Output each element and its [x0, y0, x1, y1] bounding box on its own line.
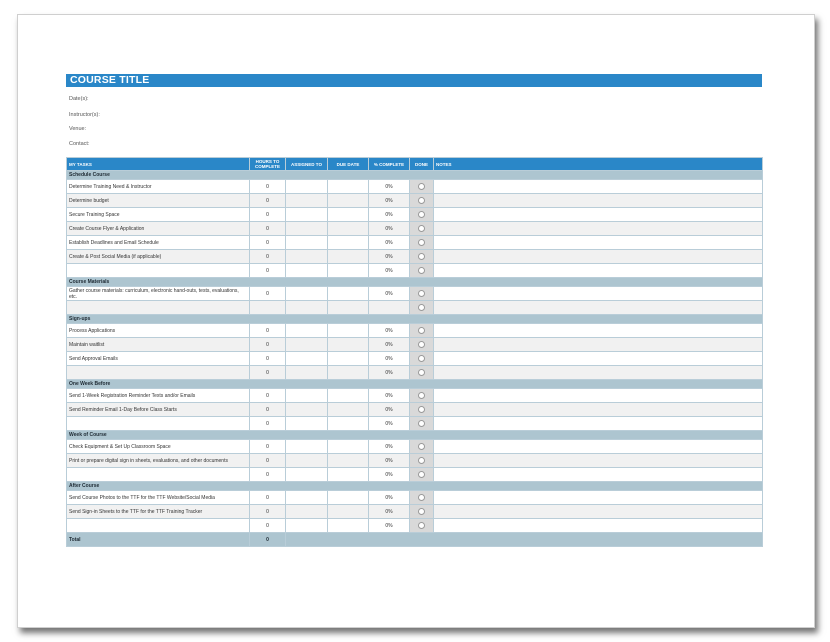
- done-radio[interactable]: [418, 327, 425, 334]
- hours-cell[interactable]: 0: [250, 180, 286, 194]
- col-header-tasks: MY TASKS: [67, 158, 250, 171]
- due-date-cell[interactable]: [328, 180, 369, 194]
- task-name-cell[interactable]: [67, 417, 250, 431]
- task-name-cell[interactable]: Create Course Flyer & Application: [67, 222, 250, 236]
- percent-cell[interactable]: 0%: [369, 454, 410, 468]
- hours-cell[interactable]: 0: [250, 440, 286, 454]
- notes-cell[interactable]: [434, 194, 763, 208]
- section-title: Schedule Course: [67, 171, 763, 180]
- hours-cell[interactable]: 0: [250, 236, 286, 250]
- percent-cell[interactable]: 0%: [369, 222, 410, 236]
- done-radio[interactable]: [418, 494, 425, 501]
- task-name-cell[interactable]: [67, 301, 250, 315]
- course-title[interactable]: COURSE TITLE: [70, 74, 150, 86]
- hours-cell[interactable]: 0: [250, 194, 286, 208]
- task-name-cell[interactable]: Maintain waitlist: [67, 338, 250, 352]
- percent-cell[interactable]: 0%: [369, 440, 410, 454]
- assigned-cell[interactable]: [286, 324, 328, 338]
- done-radio[interactable]: [418, 183, 425, 190]
- total-hours: 0: [250, 533, 286, 547]
- table-row: [67, 454, 763, 468]
- percent-cell[interactable]: 0%: [369, 250, 410, 264]
- assigned-cell[interactable]: [286, 519, 328, 533]
- section-row: [67, 171, 763, 180]
- percent-cell[interactable]: 0%: [369, 519, 410, 533]
- done-cell: [410, 505, 434, 519]
- due-date-cell[interactable]: [328, 491, 369, 505]
- done-radio[interactable]: [418, 225, 425, 232]
- table-row: [67, 287, 763, 301]
- due-date-cell[interactable]: [328, 324, 369, 338]
- assigned-cell[interactable]: [286, 301, 328, 315]
- assigned-cell[interactable]: [286, 208, 328, 222]
- hours-cell[interactable]: 0: [250, 519, 286, 533]
- section-row: [67, 278, 763, 287]
- notes-cell[interactable]: [434, 454, 763, 468]
- notes-cell[interactable]: [434, 222, 763, 236]
- assigned-cell[interactable]: [286, 287, 328, 301]
- table-row: [67, 491, 763, 505]
- hours-cell[interactable]: 0: [250, 403, 286, 417]
- dates-field[interactable]: Date(s):: [69, 96, 89, 102]
- percent-cell[interactable]: 0%: [369, 324, 410, 338]
- col-header-assigned: ASSIGNED TO: [286, 158, 328, 171]
- task-name-cell[interactable]: Gather course materials: curriculum, electronic hand-outs, tests, evaluations, etc.: [67, 287, 250, 301]
- done-cell: [410, 250, 434, 264]
- table-row: [67, 519, 763, 533]
- hours-cell[interactable]: 0: [250, 338, 286, 352]
- table-row: [67, 301, 763, 315]
- table-row: [67, 417, 763, 431]
- done-radio[interactable]: [418, 406, 425, 413]
- done-cell: [410, 468, 434, 482]
- due-date-cell[interactable]: [328, 417, 369, 431]
- task-name-cell[interactable]: Send Course Photos to the TTF for the TTF Website/Social Media: [67, 491, 250, 505]
- notes-cell[interactable]: [434, 264, 763, 278]
- notes-cell[interactable]: [434, 366, 763, 380]
- percent-cell[interactable]: 0%: [369, 194, 410, 208]
- assigned-cell[interactable]: [286, 194, 328, 208]
- hours-cell[interactable]: [250, 301, 286, 315]
- table-row: [67, 366, 763, 380]
- task-table: [66, 157, 763, 547]
- done-radio[interactable]: [418, 290, 425, 297]
- notes-cell[interactable]: [434, 468, 763, 482]
- section-row: [67, 431, 763, 440]
- done-radio[interactable]: [418, 457, 425, 464]
- due-date-cell[interactable]: [328, 366, 369, 380]
- due-date-cell[interactable]: [328, 440, 369, 454]
- hours-cell[interactable]: 0: [250, 454, 286, 468]
- table-row: [67, 403, 763, 417]
- notes-cell[interactable]: [434, 389, 763, 403]
- done-cell: [410, 389, 434, 403]
- percent-cell[interactable]: 0%: [369, 264, 410, 278]
- task-name-cell[interactable]: [67, 264, 250, 278]
- done-cell: [410, 236, 434, 250]
- hours-cell[interactable]: 0: [250, 264, 286, 278]
- assigned-cell[interactable]: [286, 180, 328, 194]
- due-date-cell[interactable]: [328, 352, 369, 366]
- due-date-cell[interactable]: [328, 194, 369, 208]
- percent-cell[interactable]: 0%: [369, 287, 410, 301]
- notes-cell[interactable]: [434, 491, 763, 505]
- total-row: [67, 533, 763, 547]
- assigned-cell[interactable]: [286, 454, 328, 468]
- done-cell: [410, 194, 434, 208]
- done-radio[interactable]: [418, 253, 425, 260]
- assigned-cell[interactable]: [286, 352, 328, 366]
- notes-cell[interactable]: [434, 417, 763, 431]
- percent-cell[interactable]: 0%: [369, 180, 410, 194]
- done-cell: [410, 338, 434, 352]
- done-cell: [410, 440, 434, 454]
- section-title: One Week Before: [67, 380, 763, 389]
- percent-cell[interactable]: 0%: [369, 352, 410, 366]
- hours-cell[interactable]: 0: [250, 389, 286, 403]
- notes-cell[interactable]: [434, 250, 763, 264]
- assigned-cell[interactable]: [286, 250, 328, 264]
- done-radio[interactable]: [418, 197, 425, 204]
- col-header-done: DONE: [410, 158, 434, 171]
- table-row: [67, 180, 763, 194]
- percent-cell[interactable]: 0%: [369, 338, 410, 352]
- section-title: Course Materials: [67, 278, 763, 287]
- percent-cell[interactable]: 0%: [369, 491, 410, 505]
- task-name-cell[interactable]: Send Reminder Email 1-Day Before Class Starts: [67, 403, 250, 417]
- contact-field[interactable]: Contact:: [69, 141, 90, 147]
- assigned-cell[interactable]: [286, 236, 328, 250]
- notes-cell[interactable]: [434, 236, 763, 250]
- total-label: Total: [67, 533, 250, 547]
- due-date-cell[interactable]: [328, 389, 369, 403]
- hours-cell[interactable]: 0: [250, 468, 286, 482]
- notes-cell[interactable]: [434, 338, 763, 352]
- done-cell: [410, 180, 434, 194]
- task-name-cell[interactable]: Send 1-Week Registration Reminder Texts and/or Emails: [67, 389, 250, 403]
- done-radio[interactable]: [418, 420, 425, 427]
- done-radio[interactable]: [418, 369, 425, 376]
- section-title: Sign-ups: [67, 315, 763, 324]
- task-name-cell[interactable]: Secure Training Space: [67, 208, 250, 222]
- table-row: [67, 208, 763, 222]
- table-row: [67, 389, 763, 403]
- section-title: Week of Course: [67, 431, 763, 440]
- task-name-cell[interactable]: [67, 366, 250, 380]
- assigned-cell[interactable]: [286, 468, 328, 482]
- done-radio[interactable]: [418, 267, 425, 274]
- done-radio[interactable]: [418, 239, 425, 246]
- assigned-cell[interactable]: [286, 222, 328, 236]
- done-radio[interactable]: [418, 508, 425, 515]
- due-date-cell[interactable]: [328, 519, 369, 533]
- done-cell: [410, 324, 434, 338]
- notes-cell[interactable]: [434, 440, 763, 454]
- notes-cell[interactable]: [434, 505, 763, 519]
- due-date-cell[interactable]: [328, 403, 369, 417]
- percent-cell[interactable]: 0%: [369, 208, 410, 222]
- task-name-cell[interactable]: [67, 468, 250, 482]
- table-row: [67, 338, 763, 352]
- assigned-cell[interactable]: [286, 264, 328, 278]
- notes-cell[interactable]: [434, 519, 763, 533]
- table-row: [67, 440, 763, 454]
- course-title-bar: [66, 74, 762, 87]
- percent-cell[interactable]: 0%: [369, 236, 410, 250]
- hours-cell[interactable]: 0: [250, 250, 286, 264]
- table-row: [67, 352, 763, 366]
- notes-cell[interactable]: [434, 180, 763, 194]
- hours-cell[interactable]: 0: [250, 287, 286, 301]
- col-header-due: DUE DATE: [328, 158, 369, 171]
- hours-cell[interactable]: 0: [250, 352, 286, 366]
- task-name-cell[interactable]: Check Equipment & Set Up Classroom Space: [67, 440, 250, 454]
- notes-cell[interactable]: [434, 352, 763, 366]
- table-row: [67, 250, 763, 264]
- table-row: [67, 236, 763, 250]
- done-radio[interactable]: [418, 443, 425, 450]
- done-radio[interactable]: [418, 304, 425, 311]
- assigned-cell[interactable]: [286, 403, 328, 417]
- table-row: [67, 324, 763, 338]
- due-date-cell[interactable]: [328, 454, 369, 468]
- hours-cell[interactable]: 0: [250, 366, 286, 380]
- done-cell: [410, 403, 434, 417]
- done-radio[interactable]: [418, 471, 425, 478]
- task-name-cell[interactable]: Process Applications: [67, 324, 250, 338]
- assigned-cell[interactable]: [286, 505, 328, 519]
- table-row: [67, 194, 763, 208]
- assigned-cell[interactable]: [286, 440, 328, 454]
- venue-field[interactable]: Venue:: [69, 126, 87, 132]
- task-name-cell[interactable]: Print or prepare digital sign in sheets, evaluations, and other documents: [67, 454, 250, 468]
- due-date-cell[interactable]: [328, 222, 369, 236]
- section-row: [67, 315, 763, 324]
- notes-cell[interactable]: [434, 324, 763, 338]
- table-header-row: [67, 158, 763, 171]
- done-cell: [410, 454, 434, 468]
- percent-cell[interactable]: 0%: [369, 417, 410, 431]
- task-name-cell[interactable]: Send Sign-in Sheets to the TTF for the TTF Training Tracker: [67, 505, 250, 519]
- notes-cell[interactable]: [434, 301, 763, 315]
- hours-cell[interactable]: 0: [250, 222, 286, 236]
- task-name-cell[interactable]: Determine budget: [67, 194, 250, 208]
- assigned-cell[interactable]: [286, 338, 328, 352]
- task-table-body: [67, 171, 763, 547]
- done-cell: [410, 208, 434, 222]
- section-row: [67, 482, 763, 491]
- done-radio[interactable]: [418, 341, 425, 348]
- done-cell: [410, 301, 434, 315]
- done-cell: [410, 264, 434, 278]
- col-header-percent: % COMPLETE: [369, 158, 410, 171]
- done-radio[interactable]: [418, 211, 425, 218]
- due-date-cell[interactable]: [328, 236, 369, 250]
- notes-cell[interactable]: [434, 403, 763, 417]
- done-cell: [410, 352, 434, 366]
- table-row: [67, 505, 763, 519]
- notes-cell[interactable]: [434, 208, 763, 222]
- hours-cell[interactable]: 0: [250, 505, 286, 519]
- task-name-cell[interactable]: Establish Deadlines and Email Schedule: [67, 236, 250, 250]
- table-row: [67, 264, 763, 278]
- hours-cell[interactable]: 0: [250, 208, 286, 222]
- notes-cell[interactable]: [434, 287, 763, 301]
- task-name-cell[interactable]: Send Approval Emails: [67, 352, 250, 366]
- done-cell: [410, 491, 434, 505]
- done-cell: [410, 417, 434, 431]
- percent-cell[interactable]: 0%: [369, 366, 410, 380]
- assigned-cell[interactable]: [286, 491, 328, 505]
- table-row: [67, 468, 763, 482]
- hours-cell[interactable]: 0: [250, 491, 286, 505]
- section-row: [67, 380, 763, 389]
- done-radio[interactable]: [418, 355, 425, 362]
- due-date-cell[interactable]: [328, 264, 369, 278]
- col-header-notes: NOTES: [434, 158, 763, 171]
- hours-cell[interactable]: 0: [250, 417, 286, 431]
- due-date-cell[interactable]: [328, 208, 369, 222]
- percent-cell[interactable]: 0%: [369, 468, 410, 482]
- task-name-cell[interactable]: Determine Training Need & Instructor: [67, 180, 250, 194]
- hours-cell[interactable]: 0: [250, 324, 286, 338]
- done-cell: [410, 222, 434, 236]
- due-date-cell[interactable]: [328, 338, 369, 352]
- task-name-cell[interactable]: Create & Post Social Media (if applicable): [67, 250, 250, 264]
- done-radio[interactable]: [418, 522, 425, 529]
- percent-cell[interactable]: 0%: [369, 389, 410, 403]
- due-date-cell[interactable]: [328, 287, 369, 301]
- due-date-cell[interactable]: [328, 505, 369, 519]
- percent-cell[interactable]: 0%: [369, 505, 410, 519]
- section-title: After Course: [67, 482, 763, 491]
- task-name-cell[interactable]: [67, 519, 250, 533]
- done-cell: [410, 519, 434, 533]
- due-date-cell[interactable]: [328, 468, 369, 482]
- due-date-cell[interactable]: [328, 301, 369, 315]
- col-header-hours: HOURS TO COMPLETE: [250, 158, 286, 171]
- assigned-cell[interactable]: [286, 417, 328, 431]
- percent-cell[interactable]: [369, 301, 410, 315]
- done-cell: [410, 287, 434, 301]
- total-filler: [286, 533, 763, 547]
- due-date-cell[interactable]: [328, 250, 369, 264]
- done-radio[interactable]: [418, 392, 425, 399]
- done-cell: [410, 366, 434, 380]
- assigned-cell[interactable]: [286, 389, 328, 403]
- assigned-cell[interactable]: [286, 366, 328, 380]
- percent-cell[interactable]: 0%: [369, 403, 410, 417]
- instructors-field[interactable]: Instructor(s):: [69, 112, 100, 118]
- table-row: [67, 222, 763, 236]
